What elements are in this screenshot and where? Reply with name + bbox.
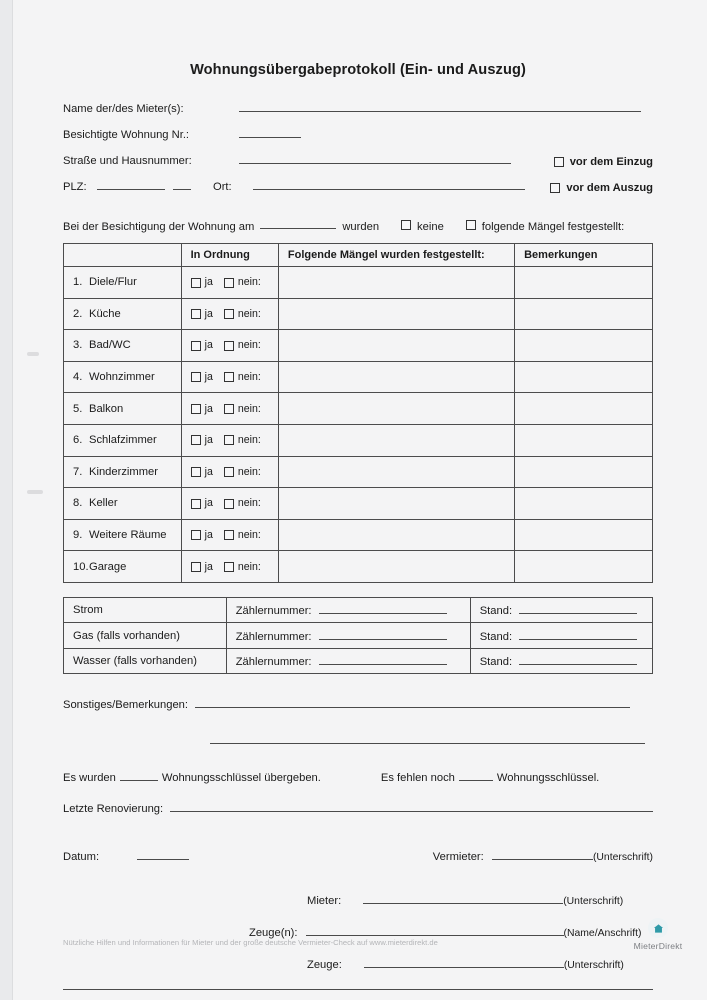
meter-reading-label: Stand:	[479, 656, 513, 669]
defects-cell[interactable]	[278, 330, 514, 362]
landlord-signature-note: (Unterschrift)	[592, 852, 653, 864]
utility-name-cell: Gas (falls vorhanden)	[64, 623, 227, 649]
room-name-cell	[64, 298, 182, 330]
defects-cell[interactable]	[278, 519, 514, 551]
checkbox-icon[interactable]	[224, 499, 234, 509]
keys-missing-part1: Es fehlen noch	[380, 772, 455, 785]
inspection-table	[63, 243, 653, 583]
checkbox-icon[interactable]	[466, 220, 476, 230]
keys-missing-text	[381, 770, 599, 784]
remarks-cell[interactable]	[515, 267, 653, 299]
checkbox-icon[interactable]	[224, 309, 234, 319]
room-number: 1.	[73, 276, 83, 289]
other-remarks-input-line-1[interactable]	[195, 696, 630, 708]
meter-row	[64, 648, 653, 674]
intro-text-part2: wurden	[342, 221, 380, 233]
no-label: nein:	[237, 529, 261, 542]
remarks-cell[interactable]	[515, 488, 653, 520]
table-row	[64, 267, 653, 299]
checkbox-icon[interactable]	[191, 499, 201, 509]
column-header-in-ordnung: In Ordnung	[181, 244, 278, 267]
bottom-divider	[63, 988, 653, 990]
footer-text: Nützliche Hilfen und Informationen für Mieter und der große deutsche Vermieter-Check auf www.mieterdirekt.de	[63, 938, 438, 947]
keys-row	[63, 770, 653, 784]
table-row	[64, 361, 653, 393]
room-number: 10.	[73, 560, 89, 573]
room-name-cell	[64, 393, 182, 425]
column-header-room	[64, 244, 182, 267]
room-label: Kinderzimmer	[89, 465, 159, 478]
condition-ok-cell	[181, 361, 278, 393]
meter-number-label: Zählernummer:	[235, 656, 312, 669]
checkbox-icon[interactable]	[224, 530, 234, 540]
room-name-cell	[64, 488, 182, 520]
before-movein-label: vor dem Einzug	[569, 156, 653, 168]
no-label: nein:	[237, 434, 261, 447]
defects-cell[interactable]	[278, 393, 514, 425]
brand-logo	[613, 918, 703, 951]
yes-label: ja	[204, 339, 213, 352]
table-row	[64, 456, 653, 488]
yes-label: ja	[204, 371, 213, 384]
punch-hole-mark	[27, 490, 43, 494]
table-row	[64, 551, 653, 583]
yes-label: ja	[204, 307, 213, 320]
witness-label: Zeuge:	[307, 959, 342, 972]
defects-cell[interactable]	[278, 267, 514, 299]
meter-row	[64, 623, 653, 649]
meter-reading-cell	[470, 648, 652, 674]
table-row	[64, 330, 653, 362]
tenant-name-input[interactable]	[239, 100, 641, 112]
room-label: Balkon	[89, 402, 124, 415]
document-content	[63, 0, 653, 990]
yes-label: ja	[204, 529, 213, 542]
no-label: nein:	[237, 497, 261, 510]
room-number: 8.	[73, 497, 83, 510]
landlord-signature-input[interactable]	[492, 848, 593, 860]
table-row	[64, 488, 653, 520]
ort-label: Ort:	[213, 181, 232, 193]
date-input[interactable]	[137, 848, 189, 860]
meter-number-label: Zählernummer:	[235, 630, 312, 643]
checkbox-icon[interactable]	[191, 467, 201, 477]
meter-reading-input[interactable]	[519, 629, 637, 640]
plz-input[interactable]	[97, 178, 165, 190]
defects-cell[interactable]	[278, 424, 514, 456]
room-number: 3.	[73, 339, 83, 352]
condition-ok-cell	[181, 393, 278, 425]
condition-ok-cell	[181, 488, 278, 520]
brand-name: MieterDirekt	[633, 941, 683, 951]
intro-text-part1: Bei der Besichtigung der Wohnung am	[63, 221, 255, 233]
signature-row-witness	[63, 956, 653, 978]
keys-given-part2: Wohnungsschlüssel übergeben.	[161, 772, 321, 785]
defects-cell[interactable]	[278, 456, 514, 488]
checkbox-icon[interactable]	[191, 278, 201, 288]
checkbox-icon[interactable]	[554, 157, 564, 167]
no-label: nein:	[237, 339, 261, 352]
room-name-cell	[64, 330, 182, 362]
document-page	[12, 0, 707, 1000]
table-row	[64, 298, 653, 330]
option-no-defects-label: keine	[417, 221, 444, 233]
remarks-cell[interactable]	[515, 330, 653, 362]
room-number: 7.	[73, 465, 83, 478]
checkbox-icon[interactable]	[224, 372, 234, 382]
checkbox-icon[interactable]	[550, 183, 560, 193]
room-label: Diele/Flur	[89, 276, 137, 289]
date-label: Datum:	[63, 851, 100, 864]
page-title: Wohnungsübergabeprotokoll (Ein- und Auszug)	[190, 62, 526, 78]
field-row-tenant-name	[63, 100, 653, 126]
meter-number-cell	[226, 648, 470, 674]
remarks-cell[interactable]	[515, 393, 653, 425]
defects-cell[interactable]	[278, 488, 514, 520]
witnesses-name-address-input[interactable]	[306, 924, 564, 936]
remarks-cell[interactable]	[515, 298, 653, 330]
condition-ok-cell	[181, 267, 278, 299]
header-fields	[63, 100, 653, 204]
room-number: 2.	[73, 307, 83, 320]
room-name-cell	[64, 424, 182, 456]
checkbox-icon[interactable]	[191, 404, 201, 414]
room-label: Schlafzimmer	[89, 434, 157, 447]
checkbox-icon[interactable]	[224, 562, 234, 572]
defects-cell[interactable]	[278, 298, 514, 330]
checkbox-icon[interactable]	[224, 467, 234, 477]
condition-ok-cell	[181, 330, 278, 362]
checkbox-icon[interactable]	[191, 341, 201, 351]
room-label: Garage	[89, 560, 127, 573]
meter-reading-cell	[470, 623, 652, 649]
checkbox-icon[interactable]	[224, 278, 234, 288]
checkbox-icon[interactable]	[224, 341, 234, 351]
inspection-intro-line	[63, 218, 653, 233]
checkbox-icon[interactable]	[224, 435, 234, 445]
inspection-date-input[interactable]	[260, 217, 336, 229]
other-remarks-label: Sonstiges/Bemerkungen:	[63, 699, 189, 712]
room-label: Keller	[89, 497, 118, 510]
no-label: nein:	[237, 402, 261, 415]
table-header-row	[64, 244, 653, 267]
other-remarks-row	[63, 696, 653, 720]
yes-label: ja	[204, 560, 213, 573]
tenant-name-label: Name der/des Mieter(s):	[63, 103, 184, 115]
last-renovation-label: Letzte Renovierung:	[63, 803, 164, 816]
signature-row-tenant	[63, 892, 653, 914]
column-header-remarks: Bemerkungen	[515, 244, 653, 267]
yes-label: ja	[204, 465, 213, 478]
checkbox-icon[interactable]	[191, 372, 201, 382]
option-following-defects-label: folgende Mängel festgestellt:	[481, 221, 625, 233]
meter-number-label: Zählernummer:	[235, 605, 312, 618]
witnesses-name-address-note: (Name/Anschrift)	[563, 928, 642, 940]
table-row	[64, 519, 653, 551]
keys-given-part1: Es wurden	[63, 772, 116, 785]
room-name-cell	[64, 267, 182, 299]
remarks-cell[interactable]	[515, 424, 653, 456]
last-renovation-row	[63, 800, 653, 824]
before-moveout-label: vor dem Auszug	[566, 182, 653, 194]
witness-signature-note: (Unterschrift)	[563, 960, 624, 972]
condition-ok-cell	[181, 298, 278, 330]
utility-name-cell: Strom	[64, 597, 227, 623]
last-renovation-input[interactable]	[170, 800, 653, 812]
meter-number-cell	[226, 623, 470, 649]
meter-reading-input[interactable]	[519, 654, 637, 665]
checkbox-before-moveout[interactable]	[550, 182, 653, 194]
checkbox-icon[interactable]	[224, 404, 234, 414]
condition-ok-cell	[181, 424, 278, 456]
room-name-cell	[64, 519, 182, 551]
checkbox-icon[interactable]	[191, 562, 201, 572]
tenant-signature-input[interactable]	[363, 892, 563, 904]
yes-label: ja	[204, 434, 213, 447]
meter-number-input[interactable]	[319, 654, 447, 665]
meter-number-cell	[226, 597, 470, 623]
condition-ok-cell	[181, 519, 278, 551]
condition-ok-cell	[181, 551, 278, 583]
apartment-number-input[interactable]	[239, 126, 301, 138]
checkbox-icon[interactable]	[191, 530, 201, 540]
tenant-label: Mieter:	[307, 895, 342, 908]
ort-input[interactable]	[253, 178, 525, 190]
room-label: Küche	[89, 307, 121, 320]
keys-missing-part2: Wohnungsschlüssel.	[496, 772, 600, 785]
checkbox-icon[interactable]	[401, 220, 411, 230]
witnesses-label: Zeuge(n):	[249, 927, 298, 940]
remarks-section	[63, 696, 653, 824]
room-label: Weitere Räume	[89, 529, 167, 542]
other-remarks-row-2	[63, 732, 653, 756]
no-label: nein:	[237, 371, 261, 384]
room-name-cell	[64, 456, 182, 488]
street-input[interactable]	[239, 152, 511, 164]
room-label: Wohnzimmer	[89, 371, 155, 384]
yes-label: ja	[204, 276, 213, 289]
plz-suffix-input[interactable]	[173, 178, 191, 190]
plz-label: PLZ:	[63, 181, 87, 193]
room-label: Bad/WC	[89, 339, 131, 352]
remarks-cell[interactable]	[515, 551, 653, 583]
meter-reading-label: Stand:	[479, 630, 513, 643]
remarks-cell[interactable]	[515, 456, 653, 488]
no-label: nein:	[237, 307, 261, 320]
no-label: nein:	[237, 276, 261, 289]
meter-reading-input[interactable]	[519, 603, 637, 614]
room-name-cell	[64, 551, 182, 583]
room-number: 5.	[73, 402, 83, 415]
punch-hole-mark	[27, 352, 39, 356]
room-number: 4.	[73, 371, 83, 384]
meter-reading-label: Stand:	[479, 605, 513, 618]
meter-table	[63, 597, 653, 675]
tenant-signature-note: (Unterschrift)	[563, 896, 624, 908]
table-row	[64, 424, 653, 456]
checkbox-icon[interactable]	[191, 309, 201, 319]
condition-ok-cell	[181, 456, 278, 488]
table-row	[64, 393, 653, 425]
keys-given-text	[63, 770, 321, 784]
checkbox-icon[interactable]	[191, 435, 201, 445]
remarks-cell[interactable]	[515, 361, 653, 393]
signature-section	[63, 848, 653, 990]
room-number: 6.	[73, 434, 83, 447]
room-number: 9.	[73, 529, 83, 542]
house-icon	[648, 918, 668, 938]
defects-cell[interactable]	[278, 361, 514, 393]
landlord-label: Vermieter:	[432, 851, 484, 864]
apartment-number-label: Besichtigte Wohnung Nr.:	[63, 129, 190, 141]
keys-missing-input[interactable]	[459, 770, 493, 781]
keys-given-input[interactable]	[120, 770, 158, 781]
meter-number-input[interactable]	[319, 603, 447, 614]
remarks-cell[interactable]	[515, 519, 653, 551]
meter-row	[64, 597, 653, 623]
no-label: nein:	[237, 465, 261, 478]
no-label: nein:	[237, 560, 261, 573]
defects-cell[interactable]	[278, 551, 514, 583]
room-name-cell	[64, 361, 182, 393]
signature-row-date-landlord	[63, 848, 653, 870]
witness-signature-input[interactable]	[364, 956, 564, 968]
meter-number-input[interactable]	[319, 629, 447, 640]
street-label: Straße und Hausnummer:	[63, 155, 192, 167]
yes-label: ja	[204, 402, 213, 415]
utility-name-cell: Wasser (falls vorhanden)	[64, 648, 227, 674]
yes-label: ja	[204, 497, 213, 510]
column-header-defects: Folgende Mängel wurden festgestellt:	[278, 244, 514, 267]
field-row-apartment-number	[63, 126, 653, 152]
other-remarks-input-line-2[interactable]	[210, 732, 645, 744]
meter-reading-cell	[470, 597, 652, 623]
checkbox-before-movein[interactable]	[554, 156, 653, 168]
